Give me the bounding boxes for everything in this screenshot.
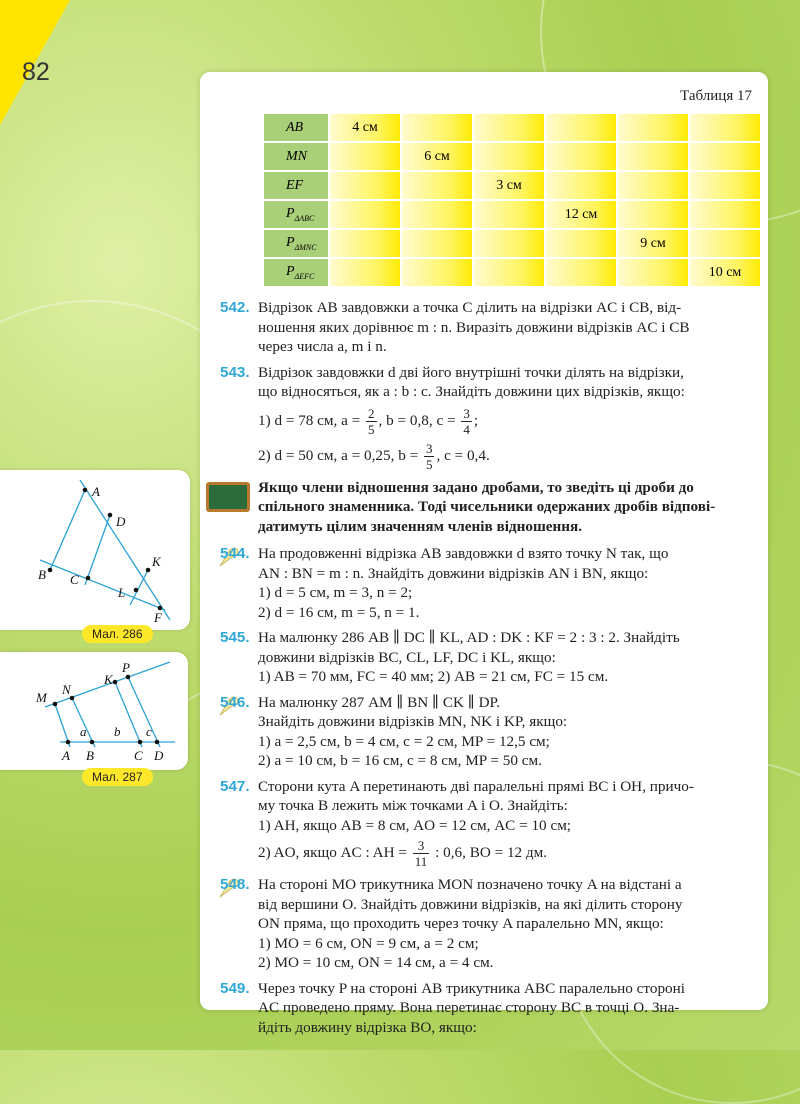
- case-text: 1) d = 78 см, a =: [258, 411, 361, 429]
- fig287-label: a: [80, 724, 87, 739]
- row-label-subscript: ΔABC: [294, 213, 315, 223]
- table-cell: [473, 200, 545, 229]
- problem-line: довжини відрізків BC, CL, LF, DC і KL, якщо:: [258, 648, 556, 666]
- row-header: [263, 171, 329, 200]
- fig286-label: A: [92, 484, 100, 499]
- problem-line: 2) d = 16 см, m = 5, n = 1.: [258, 603, 420, 621]
- problem-line: На малюнку 287 AM ∥ BN ∥ CK ∥ DP.: [258, 693, 501, 711]
- problem-line: На продовженні відрізка AB завдовжки d взято точку N так, що: [258, 545, 669, 562]
- problem-number: 542.: [220, 299, 250, 316]
- table-cell: [329, 258, 401, 287]
- fig286-label: C: [70, 572, 79, 587]
- table-cell: [401, 200, 473, 229]
- table-cell: 9 см: [617, 229, 689, 258]
- table-cell: [329, 142, 401, 171]
- table-row: [263, 142, 761, 171]
- problem-line: ON пряма, що проходить через точку A паралельно MN, якщо:: [258, 915, 664, 932]
- table-cell: [689, 171, 761, 200]
- figure-286: [0, 470, 190, 630]
- problem-line: 1) MO = 6 см, ON = 9 см, a = 2 см;: [258, 934, 479, 952]
- problem-line: Відрізок AB завдовжки a точка C ділить на відрізки AC і CB, від-: [258, 299, 682, 316]
- problem-line: ношення яких дорівнює m : n. Виразіть довжини відрізків AC і CB: [258, 318, 690, 336]
- fig286-label: B: [38, 567, 46, 582]
- problem-546: [220, 693, 760, 771]
- problem-line: Знайдіть довжини відрізків MN, NK і KP, якщо:: [258, 713, 568, 730]
- table-row: [263, 200, 761, 229]
- row-header: [263, 229, 329, 258]
- numerator: 3: [425, 440, 433, 456]
- case-text: : 0,6, BO = 12 дм.: [435, 843, 548, 861]
- problem-line: 1) a = 2,5 см, b = 4 см, c = 2 см, MP = 12,5 см;: [258, 732, 550, 750]
- problem-542: [220, 298, 760, 357]
- row-label: P: [286, 264, 295, 280]
- table-cell: [329, 171, 401, 200]
- fig286-label: F: [154, 610, 162, 625]
- table-cell: [329, 229, 401, 258]
- table-cell: 12 см: [545, 200, 617, 229]
- table-cell: [545, 229, 617, 258]
- page-number: 82: [22, 58, 50, 86]
- problem-number: 549.: [220, 979, 250, 997]
- problem-line: йдіть довжину відрізка BO, якщо:: [258, 1018, 477, 1036]
- problem-line: Відрізок завдовжки d дві його внутрішні точки ділять на відрізки,: [258, 363, 684, 381]
- fig287-label: C: [134, 748, 143, 763]
- case-text: 2) AO, якщо AC : AH =: [258, 843, 407, 861]
- denominator: 5: [425, 456, 433, 472]
- table-cell: [545, 258, 617, 287]
- table-cell: 10 см: [689, 258, 761, 287]
- fig287-label: b: [114, 724, 121, 739]
- fraction: [413, 838, 430, 869]
- figure-286-card: [0, 470, 190, 630]
- table-cell: 6 см: [401, 142, 473, 171]
- case-text: 2) d = 50 см, a = 0,25, b =: [258, 446, 419, 464]
- problem-case: [258, 441, 760, 472]
- table-row: [263, 229, 761, 258]
- problem-line: Через точку P на стороні AB трикутника ABC паралельно стороні: [258, 979, 685, 997]
- fig287-label: P: [122, 660, 130, 675]
- table-cell: [617, 142, 689, 171]
- table-cell: [545, 171, 617, 200]
- table-caption: Таблиця 17: [680, 88, 752, 104]
- problem-545: [220, 628, 760, 687]
- figure-287-caption: Мал. 287: [82, 768, 153, 786]
- table-cell: [617, 113, 689, 142]
- numerator: 2: [368, 405, 375, 421]
- case-text: , b = 0,8, c =: [378, 411, 456, 429]
- row-header: [263, 258, 329, 287]
- problem-number: 544.: [220, 545, 250, 562]
- case-text: ;: [473, 411, 479, 429]
- problem-number: 545.: [220, 629, 250, 646]
- problem-line: 2) a = 10 см, b = 16 см, c = 8 см, MP = 50 см.: [258, 752, 542, 769]
- table-cell: [329, 200, 401, 229]
- hint-note: [220, 478, 760, 537]
- problem-line: через числа a, m і n.: [258, 338, 387, 355]
- table-cell: [401, 171, 473, 200]
- fig286-label: L: [118, 585, 126, 600]
- table-cell: [689, 200, 761, 229]
- table-row: [263, 171, 761, 200]
- problem-line: 1) d = 5 см, m = 3, n = 2;: [258, 584, 413, 601]
- fraction: [366, 406, 377, 437]
- table-cell: [473, 142, 545, 171]
- problem-number: 548.: [220, 876, 250, 893]
- table-row: [263, 113, 761, 142]
- problem-number: 546.: [220, 693, 250, 711]
- problem-line: Сторони кута A перетинають дві паралельні прямі BC і OH, причо-: [258, 777, 694, 795]
- row-label: P: [286, 206, 295, 222]
- problem-number: 547.: [220, 777, 250, 795]
- problem-line: 1) AH, якщо AB = 8 см, AO = 12 см, AC = 10 см;: [258, 816, 572, 834]
- data-table: [262, 112, 762, 288]
- problem-line: 1) AB = 70 мм, FC = 40 мм; 2) AB = 21 см, FC = 15 см.: [258, 668, 609, 685]
- problem-line: що відносяться, як a : b : c. Знайдіть довжини цих відрізків, якщо:: [258, 383, 685, 400]
- problem-line: На малюнку 286 AB ∥ DC ∥ KL, AD : DK : KF = 2 : 3 : 2. Знайдіть: [258, 629, 680, 646]
- table-cell: [401, 258, 473, 287]
- row-label: EF: [286, 177, 304, 193]
- figure-287: [0, 652, 188, 770]
- problem-case: [258, 406, 760, 437]
- denominator: 5: [368, 421, 375, 437]
- fig286-label: K: [152, 554, 161, 569]
- fig287-label: c: [146, 724, 152, 739]
- problem-line: від вершини O. Знайдіть довжини відрізків, на які ділить сторону: [258, 895, 683, 913]
- fig287-label: M: [36, 690, 47, 705]
- row-label: P: [286, 235, 295, 251]
- problem-544: [220, 544, 760, 622]
- table-cell: [689, 113, 761, 142]
- chalkboard-icon: [206, 482, 250, 512]
- fig286-label: D: [116, 514, 126, 529]
- numerator: 3: [463, 405, 470, 421]
- table-cell: [617, 171, 689, 200]
- row-label: MN: [286, 148, 307, 164]
- problem-548: [220, 875, 760, 973]
- problem-line: На стороні MO трикутника MON позначено точку A на відстані a: [258, 876, 682, 893]
- problem-547: [220, 777, 760, 870]
- problem-case: [258, 838, 760, 869]
- fig287-label: A: [62, 748, 70, 763]
- denominator: 4: [463, 421, 470, 437]
- table-cell: 4 см: [329, 113, 401, 142]
- problem-543: [220, 363, 760, 472]
- table-cell: [617, 200, 689, 229]
- fig287-label: D: [154, 748, 164, 763]
- problem-line: му точка B лежить між точками A і O. Знайдіть:: [258, 797, 568, 814]
- fig287-label: B: [86, 748, 94, 763]
- row-header: [263, 142, 329, 171]
- table-row: [263, 258, 761, 287]
- row-label: AB: [286, 119, 304, 135]
- table-cell: [401, 229, 473, 258]
- row-label-subscript: ΔMNC: [294, 242, 317, 252]
- table-cell: [473, 113, 545, 142]
- note-text: Якщо члени відношення задано дробами, то зведіть ці дроби до спільного знаменника. Тоді чисельники одержаних дробів відпові- датимуть цілим значенням членів відношення.: [258, 478, 716, 535]
- denominator: 11: [414, 854, 428, 869]
- problem-549: [220, 979, 760, 1038]
- case-text: , c = 0,4.: [436, 446, 490, 464]
- row-header: [263, 113, 329, 142]
- fig287-label: N: [62, 682, 71, 697]
- fraction: [424, 441, 435, 472]
- figure-287-card: [0, 652, 188, 770]
- table-cell: [689, 142, 761, 171]
- table-cell: [473, 229, 545, 258]
- table-cell: [473, 258, 545, 287]
- table-cell: [689, 229, 761, 258]
- row-label-subscript: ΔEFC: [294, 271, 315, 281]
- numerator: 3: [413, 838, 430, 854]
- table-cell: [545, 142, 617, 171]
- table-cell: [401, 113, 473, 142]
- table-cell: [617, 258, 689, 287]
- problems: [220, 298, 760, 1043]
- problem-line: 2) MO = 10 см, ON = 14 см, a = 4 см.: [258, 954, 494, 971]
- row-header: [263, 200, 329, 229]
- problem-line: AC проведено пряму. Вона перетинає сторону BC в точці O. Зна-: [258, 999, 680, 1016]
- fig287-label: K: [104, 672, 113, 687]
- table-cell: [545, 113, 617, 142]
- problem-number: 543.: [220, 363, 250, 381]
- table-cell: 3 см: [473, 171, 545, 200]
- figure-286-caption: Мал. 286: [82, 625, 153, 643]
- problem-line: AN : BN = m : n. Знайдіть довжини відрізків AN і BN, якщо:: [258, 564, 649, 582]
- fraction: [461, 406, 472, 437]
